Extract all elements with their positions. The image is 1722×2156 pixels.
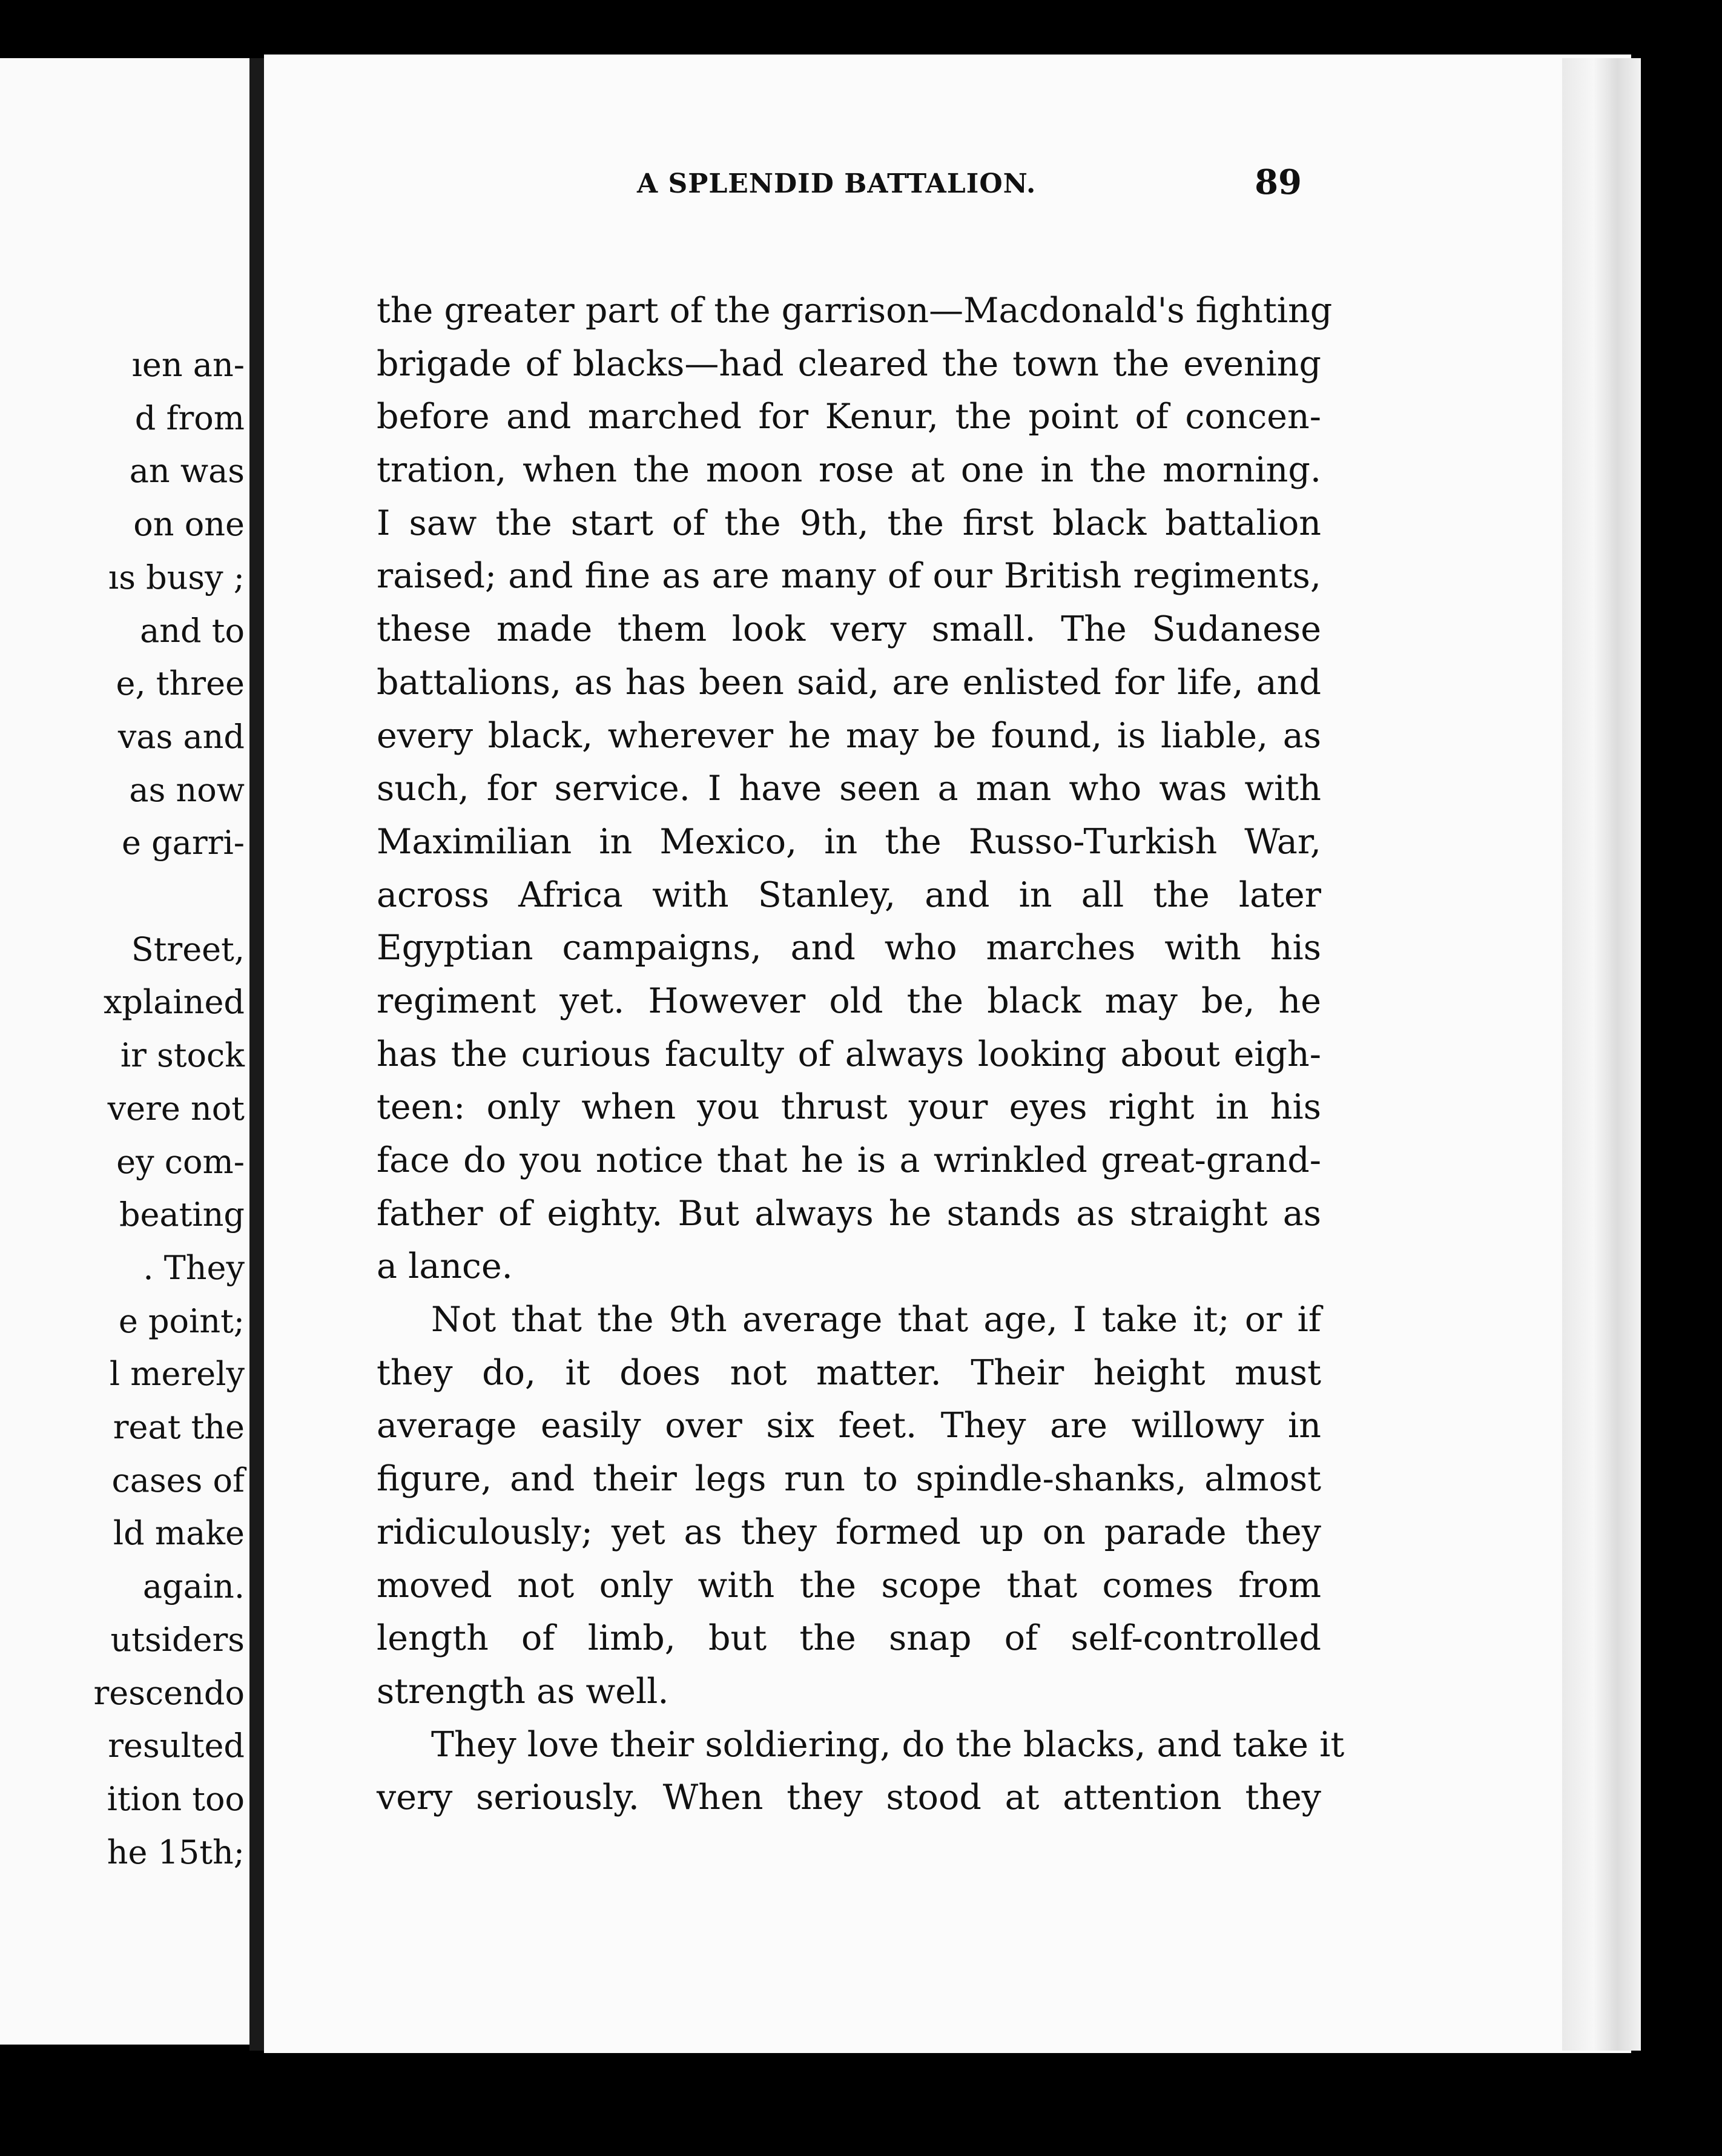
left-page <box>0 58 249 2045</box>
text-line: has the curious faculty of always looking about eigh- <box>377 1034 1321 1074</box>
left-line-gap <box>0 870 245 923</box>
text-line: across Africa with Stanley, and in all the later <box>377 875 1321 915</box>
left-line: e, three <box>116 664 245 703</box>
left-line: beating <box>119 1195 245 1234</box>
left-line: ld make <box>113 1514 245 1553</box>
left-line: an was <box>129 452 245 491</box>
text-line: I saw the start of the 9th, the first black battalion <box>377 503 1321 543</box>
running-title: A SPLENDID BATTALION. <box>637 168 1037 199</box>
text-line: Not that the 9th average that age, I take it; or if <box>431 1300 1321 1340</box>
left-line: he 15th; <box>107 1833 245 1871</box>
book-gutter <box>249 58 264 2051</box>
text-line: before and marched for Kenur, the point of concen- <box>377 397 1321 437</box>
left-line: d from <box>134 398 245 437</box>
text-line: average easily over six feet. They are willowy in <box>377 1406 1321 1446</box>
left-line: vere not <box>107 1089 245 1128</box>
left-line: rescendo <box>93 1673 245 1712</box>
left-page-text <box>0 339 245 1879</box>
left-line: vas and <box>117 717 245 756</box>
left-line: and to <box>140 611 245 650</box>
text-line: very seriously. When they stood at attention they <box>377 1777 1321 1818</box>
left-line: ey com- <box>116 1142 245 1181</box>
left-line: l merely <box>109 1355 245 1394</box>
left-line: Street, <box>131 930 245 968</box>
left-line: on one <box>133 505 245 544</box>
text-line: face do you notice that he is a wrinkled great-grand- <box>377 1140 1321 1180</box>
left-line: resulted <box>108 1727 245 1765</box>
text-line: raised; and fine as are many of our British regiments, <box>377 556 1321 597</box>
text-line: battalions, as has been said, are enlisted for life, and <box>377 662 1321 703</box>
left-line: utsiders <box>110 1620 245 1659</box>
left-line: e point; <box>118 1301 245 1340</box>
text-line: Maximilian in Mexico, in the Russo-Turkish War, <box>377 821 1321 862</box>
left-line: ition too <box>107 1779 245 1818</box>
text-line: length of limb, but the snap of self-controlled <box>377 1618 1321 1659</box>
left-line: ıen an- <box>131 346 245 384</box>
text-line: brigade of blacks—had cleared the town the evening <box>377 343 1321 384</box>
left-line: . They <box>143 1248 245 1287</box>
left-line: reat the <box>113 1408 245 1447</box>
page-number: 89 <box>1255 162 1302 202</box>
text-line: strength as well. <box>377 1671 669 1711</box>
text-line: They love their soldiering, do the blacks, and take it <box>431 1724 1345 1765</box>
left-line: as now <box>129 770 245 809</box>
text-line: these made them look very small. The Sudanese <box>377 609 1321 650</box>
text-line: ridiculously; yet as they formed up on parade they <box>377 1512 1321 1552</box>
text-line: every black, wherever he may be found, is liable, as <box>377 715 1321 756</box>
left-line: again. <box>142 1567 245 1606</box>
text-line: a lance. <box>377 1246 513 1287</box>
text-line: regiment yet. However old the black may be, he <box>377 980 1321 1021</box>
text-line: they do, it does not matter. Their height must <box>377 1352 1321 1393</box>
body-text <box>377 285 1345 1825</box>
text-line: such, for service. I have seen a man who was with <box>377 769 1321 809</box>
left-line: ıs busy ; <box>108 558 245 597</box>
text-line: the greater part of the garrison—Macdonald's fighting <box>377 291 1333 331</box>
left-line: cases of <box>111 1461 245 1500</box>
text-line: Egyptian campaigns, and who marches with his <box>377 928 1321 968</box>
text-line: moved not only with the scope that comes from <box>377 1565 1321 1605</box>
text-line: tration, when the moon rose at one in the morning. <box>377 450 1321 491</box>
text-line: teen: only when you thrust your eyes right in his <box>377 1087 1321 1128</box>
text-line: figure, and their legs run to spindle-shanks, almost <box>377 1459 1321 1500</box>
left-line: ir stock <box>120 1036 245 1075</box>
page-edges <box>1562 58 1641 2051</box>
running-head <box>375 157 1308 212</box>
text-line: father of eighty. But always he stands as straight as <box>377 1193 1321 1234</box>
left-line: xplained <box>103 983 245 1022</box>
left-line: e garri- <box>121 824 245 862</box>
